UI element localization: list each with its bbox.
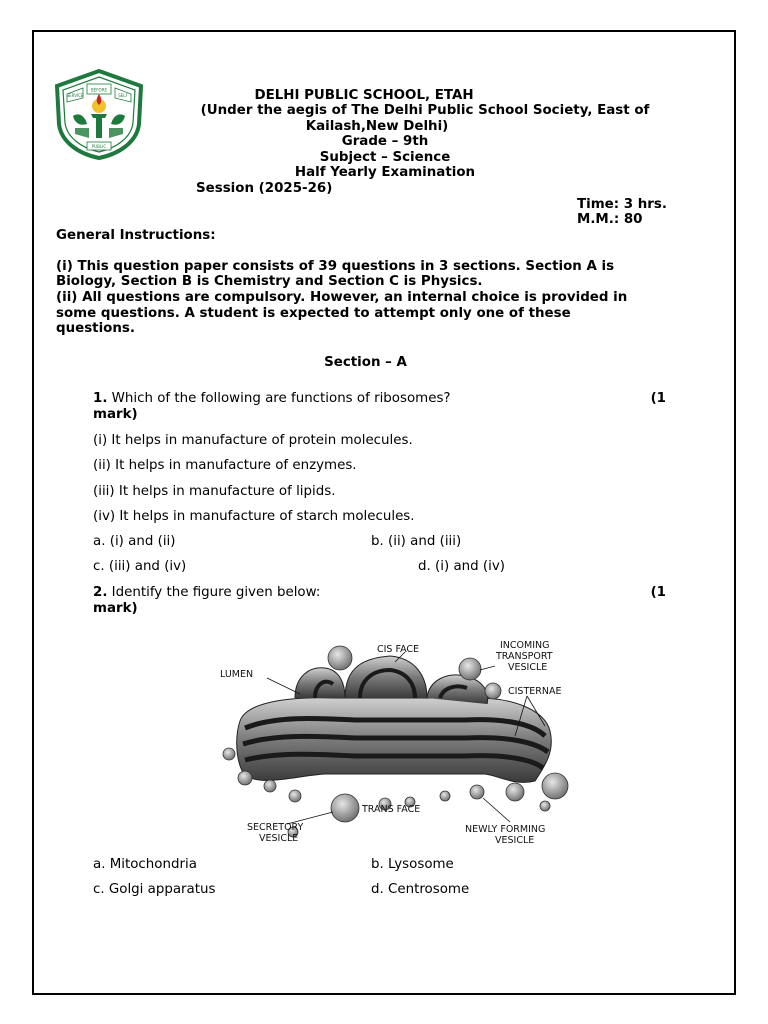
marks-label: (1 — [650, 391, 666, 406]
option-a[interactable]: a. Mitochondria — [93, 857, 197, 872]
option-b[interactable]: b. (ii) and (iii) — [371, 534, 462, 549]
question-text: Which of the following are functions of ribosomes? — [111, 391, 451, 406]
option-c[interactable]: c. Golgi apparatus — [93, 882, 216, 897]
question-number: 2. — [93, 585, 108, 600]
label-incoming-1: INCOMING — [500, 640, 550, 651]
label-trans-face: TRANS FACE — [362, 804, 421, 815]
option-b[interactable]: b. Lysosome — [371, 857, 454, 872]
section-title: Section – A — [324, 355, 407, 370]
statement-4: (iv) It helps in manufacture of starch molecules. — [93, 509, 415, 524]
aegis-line-1: (Under the aegis of The Delhi Public School Society, East of — [200, 103, 650, 118]
subject: Subject – Science — [319, 150, 451, 165]
question-text: Identify the figure given below: — [111, 585, 321, 600]
logo-text-before: BEFORE — [90, 87, 108, 93]
statement-1: (i) It helps in manufacture of protein molecules. — [93, 433, 413, 448]
instruction-1-line-1: (i) This question paper consists of 39 questions in 3 sections. Section A is — [56, 259, 615, 274]
label-newly-forming-1: NEWLY FORMING — [465, 824, 546, 835]
grade: Grade – 9th — [341, 134, 429, 149]
logo-text-self: SELF — [118, 93, 128, 98]
max-marks: M.M.: 80 — [577, 212, 643, 227]
option-a[interactable]: a. (i) and (ii) — [93, 534, 176, 549]
option-d[interactable]: d. (i) and (iv) — [418, 559, 505, 574]
label-newly-forming-2: VESICLE — [495, 835, 535, 846]
label-secretory-2: VESICLE — [259, 833, 299, 844]
statement-2: (ii) It helps in manufacture of enzymes. — [93, 458, 357, 473]
instruction-2-line-1: (ii) All questions are compulsory. However, an internal choice is provided in — [56, 290, 628, 305]
question-1 — [93, 391, 666, 422]
label-lumen: LUMEN — [220, 669, 254, 680]
logo-text-service: SERVICE — [66, 93, 84, 98]
marks-label-close: mark) — [93, 406, 138, 422]
label-incoming-3: VESICLE — [508, 662, 548, 673]
label-cis-face: CIS FACE — [377, 644, 420, 655]
time: Time: 3 hrs. — [577, 197, 667, 212]
marks-label-close: mark) — [93, 600, 138, 616]
exam-title: Half Yearly Examination — [294, 165, 476, 180]
instruction-1-line-2: Biology, Section B is Chemistry and Section C is Physics. — [56, 274, 483, 289]
school-logo — [53, 68, 145, 160]
label-secretory-1: SECRETORY — [247, 822, 304, 833]
instructions-heading: General Instructions: — [56, 228, 216, 243]
school-name: DELHI PUBLIC SCHOOL, ETAH — [254, 88, 474, 103]
question-2 — [93, 585, 666, 616]
instruction-2-line-3: questions. — [56, 321, 135, 336]
option-c[interactable]: c. (iii) and (iv) — [93, 559, 187, 574]
logo-text-public: PUBLIC — [91, 144, 107, 149]
instruction-2-line-2: some questions. A student is expected to attempt only one of these — [56, 306, 571, 321]
question-number: 1. — [93, 391, 108, 406]
label-cisternae: CISTERNAE — [508, 686, 562, 697]
aegis-line-2: Kailash,New Delhi) — [305, 119, 449, 134]
golgi-apparatus-figure — [215, 636, 585, 846]
label-incoming-2: TRANSPORT — [496, 651, 553, 662]
session: Session (2025-26) — [196, 181, 333, 196]
option-d[interactable]: d. Centrosome — [371, 882, 470, 897]
marks-label: (1 — [650, 585, 666, 600]
statement-3: (iii) It helps in manufacture of lipids. — [93, 484, 336, 499]
